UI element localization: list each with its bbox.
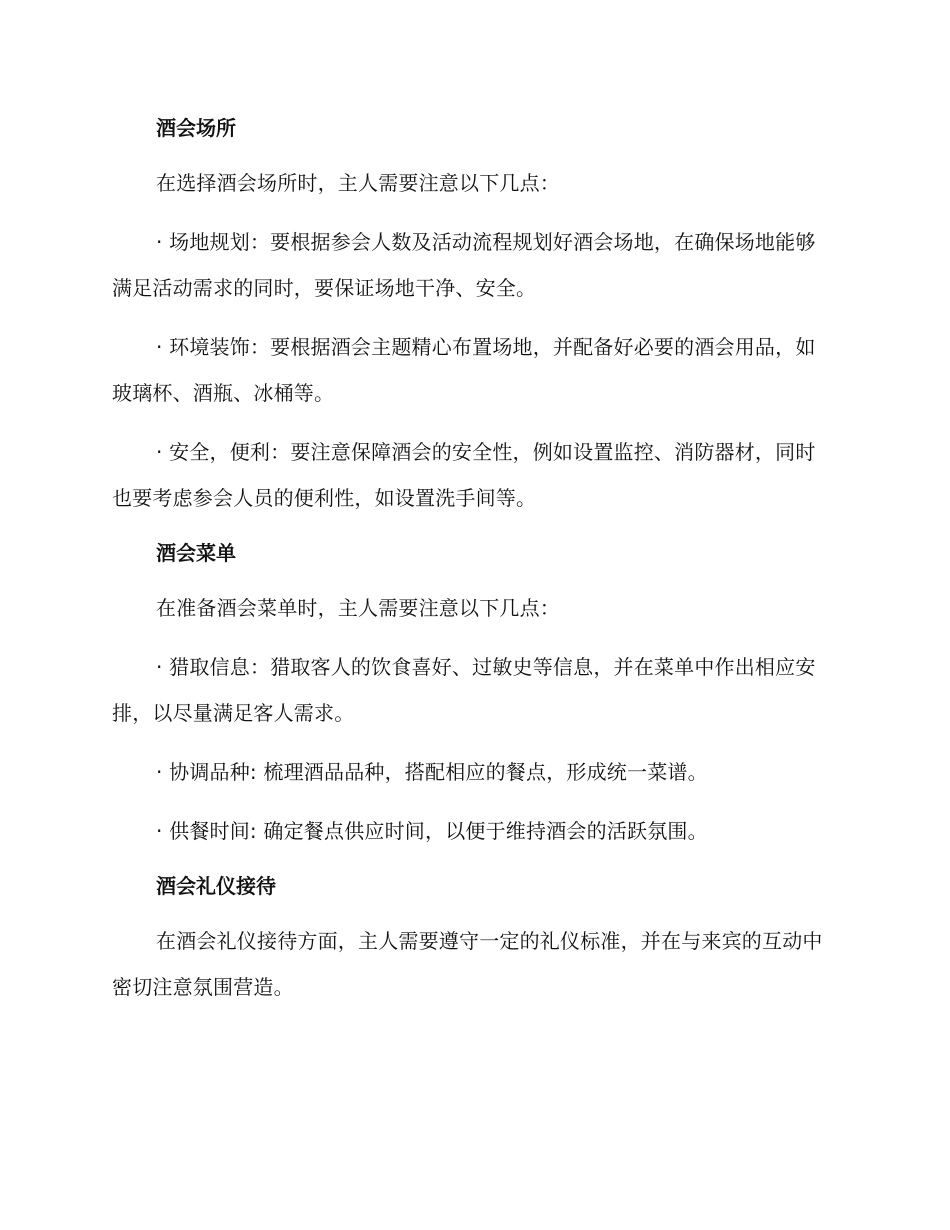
section-heading-venue: 酒会场所 <box>156 116 236 140</box>
bullet-venue-planning: · 场地规划：要根据参会人数及活动流程规划好酒会场地，在确保场地能够满足活动需求的同时，要保证场地干净、安全。 <box>112 230 816 300</box>
bullet-menu-info: · 猎取信息：猎取客人的饮食喜好、过敏史等信息，并在菜单中作出相应安排，以尽量满足客人需求。 <box>112 655 816 725</box>
section-intro-venue: 在选择酒会场所时，主人需要注意以下几点： <box>156 171 560 195</box>
bullet-menu-varieties: · 协调品种: 梳理酒品品种，搭配相应的餐点，形成统一菜谱。 <box>156 760 708 784</box>
bullet-venue-decoration: · 环境装饰：要根据酒会主题精心布置场地，并配备好必要的酒会用品，如玻璃杯、酒瓶、冰桶等。 <box>112 335 816 405</box>
section-heading-menu: 酒会菜单 <box>156 541 236 565</box>
bullet-menu-timing: · 供餐时间: 确定餐点供应时间，以便于维持酒会的活跃氛围。 <box>156 819 708 843</box>
section-intro-etiquette: 在酒会礼仪接待方面，主人需要遵守一定的礼仪标准，并在与来宾的互动中密切注意氛围营造。 <box>112 929 823 999</box>
section-intro-menu: 在准备酒会菜单时，主人需要注意以下几点： <box>156 596 560 620</box>
bullet-venue-safety: · 安全，便利：要注意保障酒会的安全性，例如设置监控、消防器材，同时也要考虑参会人员的便利性，如设置洗手间等。 <box>112 440 816 510</box>
document-page <box>112 108 832 1010</box>
section-heading-etiquette: 酒会礼仪接待 <box>156 874 276 898</box>
